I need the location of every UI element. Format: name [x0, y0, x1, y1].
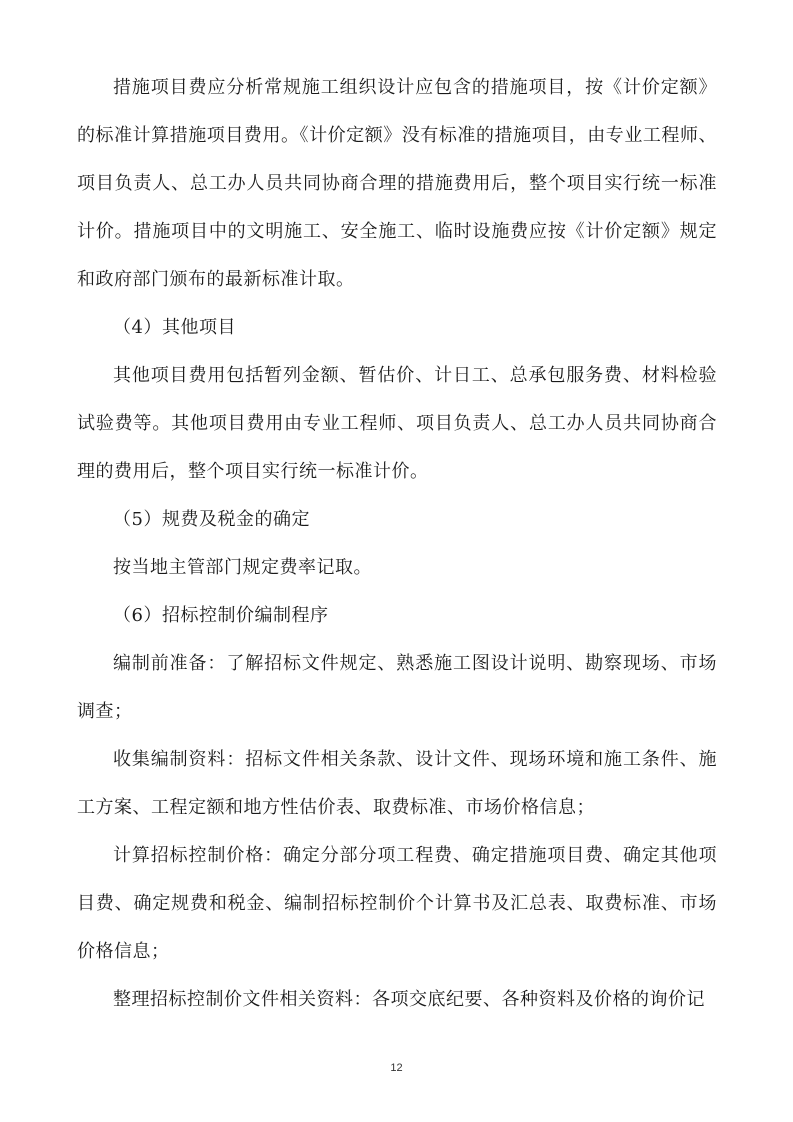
document-body — [77, 64, 717, 1024]
heading-other-items: （4）其他项目 — [113, 317, 236, 338]
heading-control-price-procedure: （6）招标控制价编制程序 — [113, 605, 329, 626]
paragraph-other-items-fee: 其他项目费用包括暂列金额、暂估价、计日工、总承包服务费、材料检验试验费等。其他项目费用由专业工程师、项目负责人、总工办人员共同协商合理的费用后，整个项目实行统一标准计价。 — [77, 365, 717, 482]
heading-fees-and-taxes: （5）规费及税金的确定 — [113, 509, 310, 530]
paragraph-preparation: 编制前准备：了解招标文件规定、熟悉施工图设计说明、勘察现场、市场调查； — [77, 653, 717, 722]
paragraph-collect-materials: 收集编制资料：招标文件相关条款、设计文件、现场环境和施工条件、施工方案、工程定额和地方性估价表、取费标准、市场价格信息； — [77, 749, 717, 818]
page-number: 12 — [390, 1062, 403, 1074]
paragraph-calculate-price: 计算招标控制价格：确定分部分项工程费、确定措施项目费、确定其他项目费、确定规费和税金、编制招标控制价个计算书及汇总表、取费标准、市场价格信息； — [77, 845, 717, 962]
paragraph-fee-rate: 按当地主管部门规定费率记取。 — [113, 557, 372, 578]
paragraph-organize-documents: 整理招标控制价文件相关资料：各项交底纪要、各种资料及价格的询价记 — [113, 989, 705, 1010]
paragraph-measures-fee: 措施项目费应分析常规施工组织设计应包含的措施项目，按《计价定额》的标准计算措施项目费用。《计价定额》没有标准的措施项目，由专业工程师、项目负责人、总工办人员共同协商合理的措施费用后，整个项目实行统一标准计价。措施项目中的文明施工、安全施工、临时设施费应按《计价定额》规定和政府部门颁布的最新标准计取。 — [77, 77, 717, 290]
